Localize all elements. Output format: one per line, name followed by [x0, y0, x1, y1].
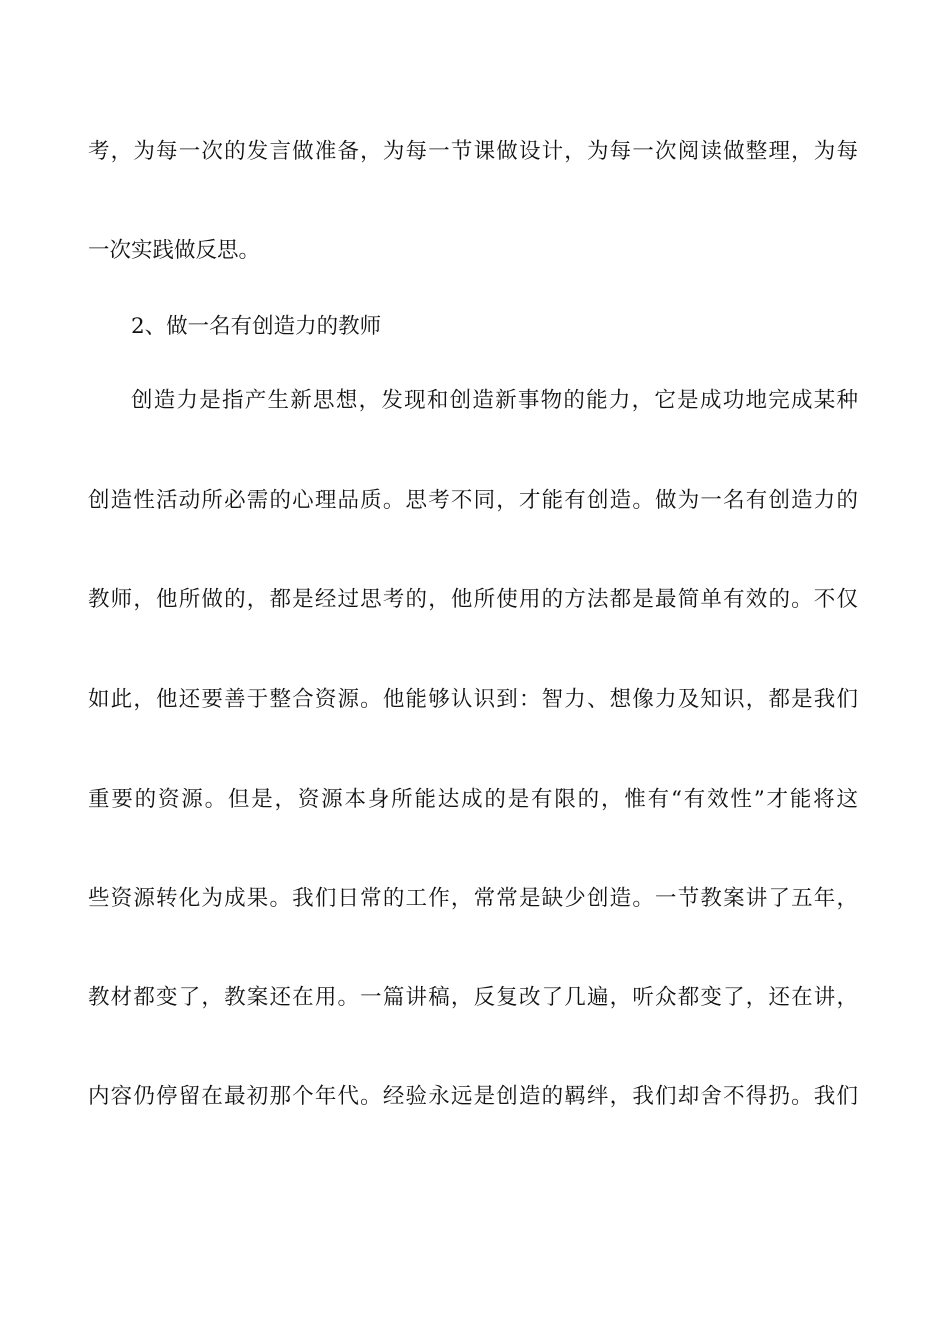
- section-heading: 2、做一名有创造力的教师: [131, 314, 382, 339]
- paragraph-first-line: 创造力是指产生新思想，发现和创造新事物的能力，它是成功地完成某种: [131, 388, 858, 413]
- text-line: 重要的资源。但是，资源本身所能达成的是有限的，惟有“有效性”才能将这: [88, 787, 858, 812]
- text-line: 内容仍停留在最初那个年代。经验永远是创造的羁绊，我们却舍不得扔。我们: [88, 1084, 858, 1109]
- text-line: 教材都变了，教案还在用。一篇讲稿，反复改了几遍，听众都变了，还在讲，: [88, 985, 858, 1010]
- text-line: 一次实践做反思。: [88, 238, 261, 263]
- text-line: 些资源转化为成果。我们日常的工作，常常是缺少创造。一节教案讲了五年，: [88, 886, 858, 911]
- text-line: 如此，他还要善于整合资源。他能够认识到：智力、想像力及知识，都是我们: [88, 687, 858, 712]
- text-line: 考，为每一次的发言做准备，为每一节课做设计，为每一次阅读做整理，为每: [88, 139, 858, 164]
- text-line: 教师，他所做的，都是经过思考的，他所使用的方法都是最简单有效的。不仅: [88, 587, 858, 612]
- text-line: 创造性活动所必需的心理品质。思考不同，才能有创造。做为一名有创造力的: [88, 488, 858, 513]
